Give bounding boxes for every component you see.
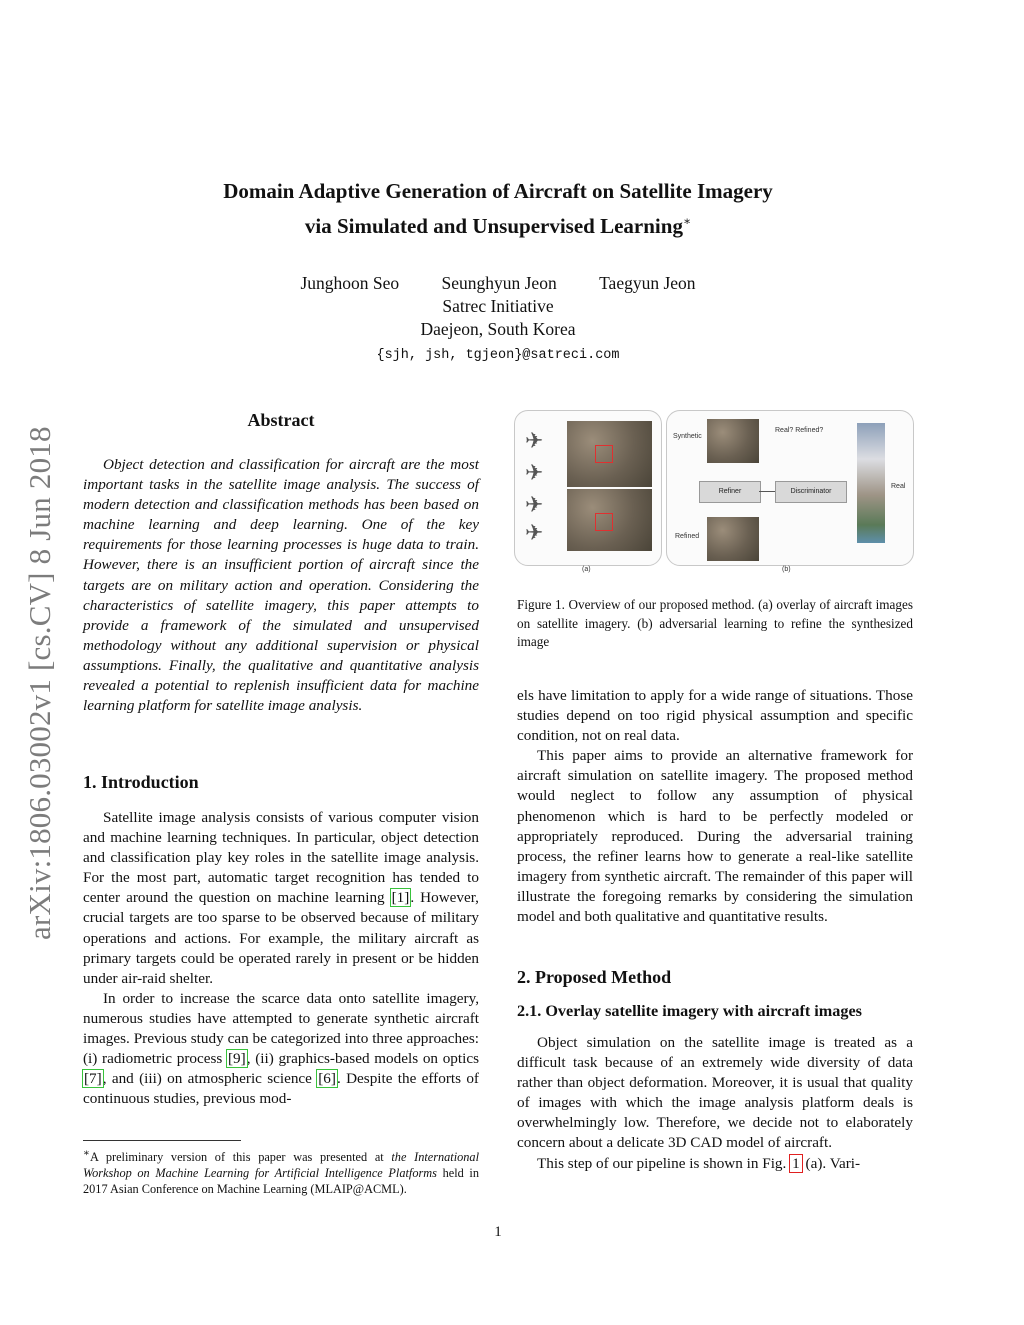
label-synthetic: Synthetic <box>673 433 702 440</box>
pipeline-paragraph: This step of our pipeline is shown in Fig. 1 (a). Vari- <box>537 1154 861 1172</box>
continued-paragraph: els have limitation to apply for a wide range of situations. Those studies depend on too rigid physical assumption and specific condition, not on real data. <box>517 687 913 745</box>
email: {sjh, jsh, tgjeon}@satreci.com <box>376 348 620 363</box>
refiner-box: Refiner <box>699 481 761 503</box>
arrow <box>759 491 775 492</box>
figure-1 <box>514 408 914 578</box>
synthetic-image <box>707 419 759 463</box>
footnote-rule <box>83 1140 241 1141</box>
figure-caption: Figure 1. Overview of our proposed method. (a) overlay of aircraft images on satellite imagery. (b) adversarial learning to refine the synthesized image <box>517 597 913 649</box>
affiliation: Satrec Initiative <box>442 296 554 316</box>
abstract-body <box>83 455 479 716</box>
label-real: Real <box>891 483 906 490</box>
title-line-1: Domain Adaptive Generation of Aircraft on Satellite Imagery <box>223 179 773 203</box>
satellite-image <box>567 421 652 487</box>
abstract-heading: Abstract <box>247 410 315 430</box>
figure-panel-b <box>666 410 914 566</box>
section-introduction-heading: 1. Introduction <box>83 772 199 792</box>
overlay-box <box>595 513 613 531</box>
right-column-body <box>517 686 913 927</box>
aircraft-icon: ✈ <box>525 521 544 546</box>
intro-paragraph-2: In order to increase the scarce data onto satellite imagery, numerous studies have attempted to generate synthetic aircraft images. Previous study can be categorized into three approaches: (i) radiometric process [9], (ii) graphics-based models on optics [7], and (iii) on atmospheric science [6]. Despite the efforts of continuous studies, previous mod- <box>83 989 479 1108</box>
abstract-text: Object detection and classification for aircraft are the most important tasks in the satellite image analysis. The success of modern detection and classification methods has been based on machine learning and deep learning. One of the key requirements for those learning processes is huge data to train. However, there is an insufficient portion of aircraft since the targets are on military action and operation. Considering the characteristics of satellite imagery, this paper attempts to provide a framework of the simulated and unsupervised methodology without any additional supervision or physical assumptions. Finally, the qualitative and quantitative analysis revealed a potential to replenish insufficient data for machine learning platform for satellite image analysis. <box>83 456 479 715</box>
figure-panel-a <box>514 410 662 566</box>
author-name: Junghoon Seo <box>300 273 400 293</box>
author-name: Seunghyun Jeon <box>441 273 557 293</box>
title-footnote-mark: ∗ <box>682 214 692 228</box>
citation-link[interactable]: [6] <box>318 1070 336 1088</box>
aircraft-icon: ✈ <box>525 429 544 454</box>
subfigure-label-b: (b) <box>782 566 791 573</box>
page-number: 1 <box>494 1224 502 1240</box>
real-image-strip <box>857 423 885 543</box>
intro-paragraph-1: Satellite image analysis consists of various computer vision and machine learning techniques. In particular, object detection and classification play key roles in the satellite image analysis. For the most part, automatic target recognition has tended to center around the question on machine learning [1]. However, crucial targets are too sparse to be observed because of military operations and actions. For example, the military aircraft as primary targets could be operated rarely in present or be hidden under air-raid shelter. <box>83 809 479 987</box>
citation-link[interactable]: [1] <box>391 889 410 907</box>
title-line-2: via Simulated and Unsupervised Learning∗ <box>304 214 692 238</box>
refined-image <box>707 517 759 561</box>
introduction-body <box>83 808 479 1109</box>
aims-paragraph: This paper aims to provide an alternative framework for aircraft simulation on satellite imagery. The proposed method would neglect to follow any assumption of physical phenomenon which is hard to be perfectly modeled or appropriately reproduced. During the adversarial training process, the refiner learns how to generate a real-like satellite imagery from synthetic aircraft. The remainder of this paper will illustrate the foregoing remarks by considering the simulation model and both qualitative and quantitative results. <box>517 747 913 926</box>
location: Daejeon, South Korea <box>420 319 576 339</box>
paper-title <box>0 176 996 241</box>
citation-link[interactable]: [9] <box>227 1050 246 1068</box>
footnote: ∗A preliminary version of this paper was presented at the International Workshop on Machine Learning for Artificial Intelligence Platforms held in 2017 Asian Conference on Machine Learning (MLAIP@ACML). <box>83 1148 479 1197</box>
aircraft-icon: ✈ <box>525 493 544 518</box>
author-block <box>0 272 996 367</box>
arxiv-identifier: arXiv:1806.03002v1 [cs.CV] 8 Jun 2018 <box>22 426 57 940</box>
author-name: Taegyun Jeon <box>599 273 696 293</box>
label-real-refined: Real? Refined? <box>775 427 824 434</box>
satellite-image <box>567 489 652 551</box>
overlay-paragraph: Object simulation on the satellite image is treated as a difficult task because of an extremely wide diversity of data rather than object deformation. Moreover, it is usual that quality of images with which the image analysis platform deals is overwhelmingly low. Therefore, we decide not to elaborately concern about a delicate 3D CAD model of aircraft. <box>517 1034 913 1152</box>
subsection-2-1-heading: 2.1. Overlay satellite imagery with aircraft images <box>517 1002 862 1020</box>
section-2-heading: 2. Proposed Method <box>517 967 672 987</box>
aircraft-icon: ✈ <box>525 461 544 486</box>
overlay-box <box>595 445 613 463</box>
label-refined: Refined <box>675 533 700 540</box>
section-2-1-body <box>517 1033 913 1174</box>
citation-link[interactable]: [7] <box>84 1070 102 1088</box>
discriminator-box: Discriminator <box>775 481 847 503</box>
figure-reference-link[interactable]: 1 <box>792 1154 800 1172</box>
subfigure-label-a: (a) <box>582 566 591 573</box>
